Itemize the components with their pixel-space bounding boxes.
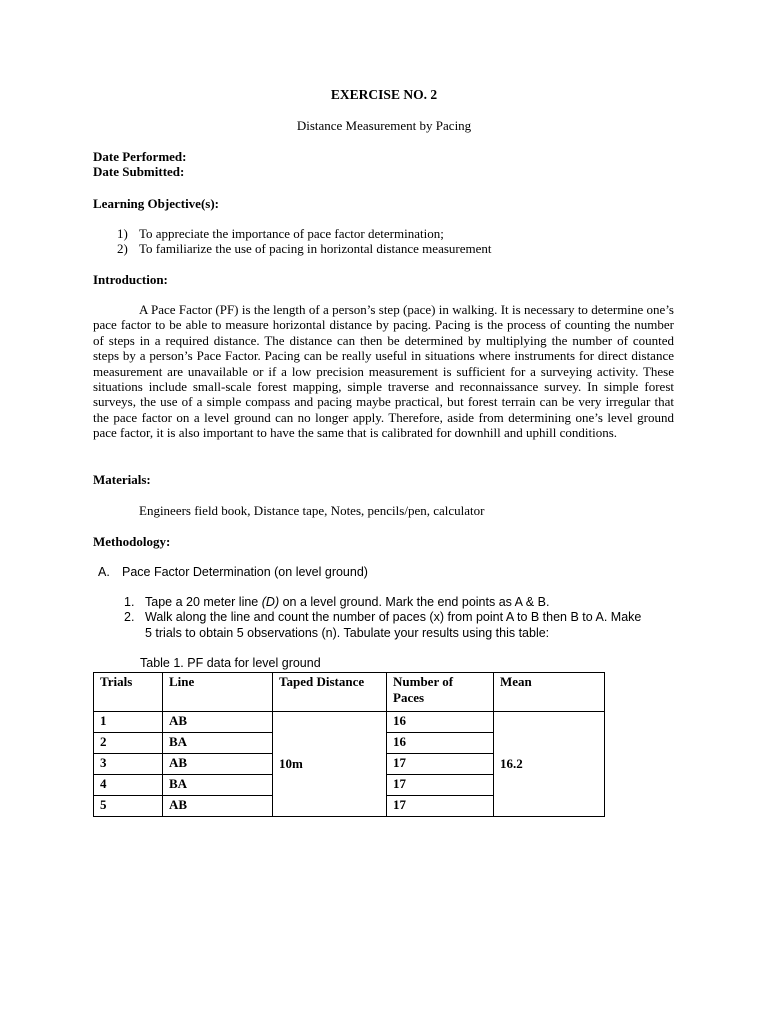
materials-heading: Materials: [93,472,151,487]
step-number: 1. [124,595,135,609]
cell-line: AB [163,796,273,817]
step-italic-text: (D) [261,595,280,609]
date-performed-label: Date Performed: [93,149,187,164]
exercise-subtitle: Distance Measurement by Pacing [296,118,472,133]
date-submitted-label: Date Submitted: [93,164,185,179]
step-text-continued: 5 trials to obtain 5 observations (n). Tabulate your results using this table: [145,625,550,640]
objective-number: 1) [117,226,128,241]
cell-line: BA [163,775,273,796]
cell-trial: 5 [94,796,163,817]
table-caption: Table 1. PF data for level ground [140,656,321,670]
header-number-of-paces: Number of Paces [387,673,494,712]
step-text: Tape a 20 meter line [145,595,262,609]
header-mean: Mean [494,673,605,712]
methodology-heading: Methodology: [93,534,171,549]
cell-trial: 1 [94,712,163,733]
header-line: Line [163,673,273,712]
step-text: Walk along the line and count the number of paces (x) from point A to B then B to A. Make [145,610,642,624]
cell-trial: 3 [94,754,163,775]
cell-trial: 2 [94,733,163,754]
header-trials: Trials [94,673,163,712]
table-header-row [94,673,605,712]
introduction-heading: Introduction: [93,272,168,287]
objective-item [117,226,444,242]
cell-line: AB [163,754,273,775]
section-a-title: Pace Factor Determination (on level ground) [122,565,368,579]
section-a-heading [98,565,368,579]
objective-text: To familiarize the use of pacing in horizontal distance measurement [139,241,492,256]
cell-taped-distance: 10m [273,712,387,817]
cell-paces: 16 [387,733,494,754]
cell-line: AB [163,712,273,733]
exercise-title: EXERCISE NO. 2 [330,87,438,102]
section-a-label: A. [98,565,110,579]
step-text: on a level ground. Mark the end points as A & B. [279,595,550,609]
table-row [94,712,605,733]
introduction-paragraph: A Pace Factor (PF) is the length of a person’s step (pace) in walking. It is necessary to determine one’s pace factor to be able to measure horizontal distance by pacing. Pacing is the process of counting the number of steps in a required distance. The distance can then be determined by multiplying the number of counted steps by a person’s Pace Factor. Pacing can be really useful in situations where instruments for direct distance measurement are unavailable or if a low precision measurement is sufficient for a surveying activity. These situations include small-scale forest mapping, simple traverse and reconnaissance survey. In simple forest surveys, the use of a simple compass and pacing maybe practical, but forest terrain can be very irregular that the pace factor on a level ground can no longer apply. Therefore, aside from determining one’s level ground pace factor, it is also important to have the same that is calibrated for downhill and uphill conditions. [93,302,674,441]
cell-paces: 16 [387,712,494,733]
cell-trial: 4 [94,775,163,796]
cell-paces: 17 [387,796,494,817]
learning-objectives-heading: Learning Objective(s): [93,196,220,211]
objective-text: To appreciate the importance of pace factor determination; [139,226,444,241]
header-taped-distance: Taped Distance [273,673,387,712]
objective-item [117,241,492,257]
cell-mean: 16.2 [494,712,605,817]
method-step [124,595,549,611]
objective-number: 2) [117,241,128,256]
cell-line: BA [163,733,273,754]
cell-paces: 17 [387,775,494,796]
cell-paces: 17 [387,754,494,775]
method-step [124,610,684,641]
materials-list: Engineers field book, Distance tape, Notes, pencils/pen, calculator [139,503,485,518]
pace-factor-table [93,672,605,817]
step-number: 2. [124,610,135,624]
